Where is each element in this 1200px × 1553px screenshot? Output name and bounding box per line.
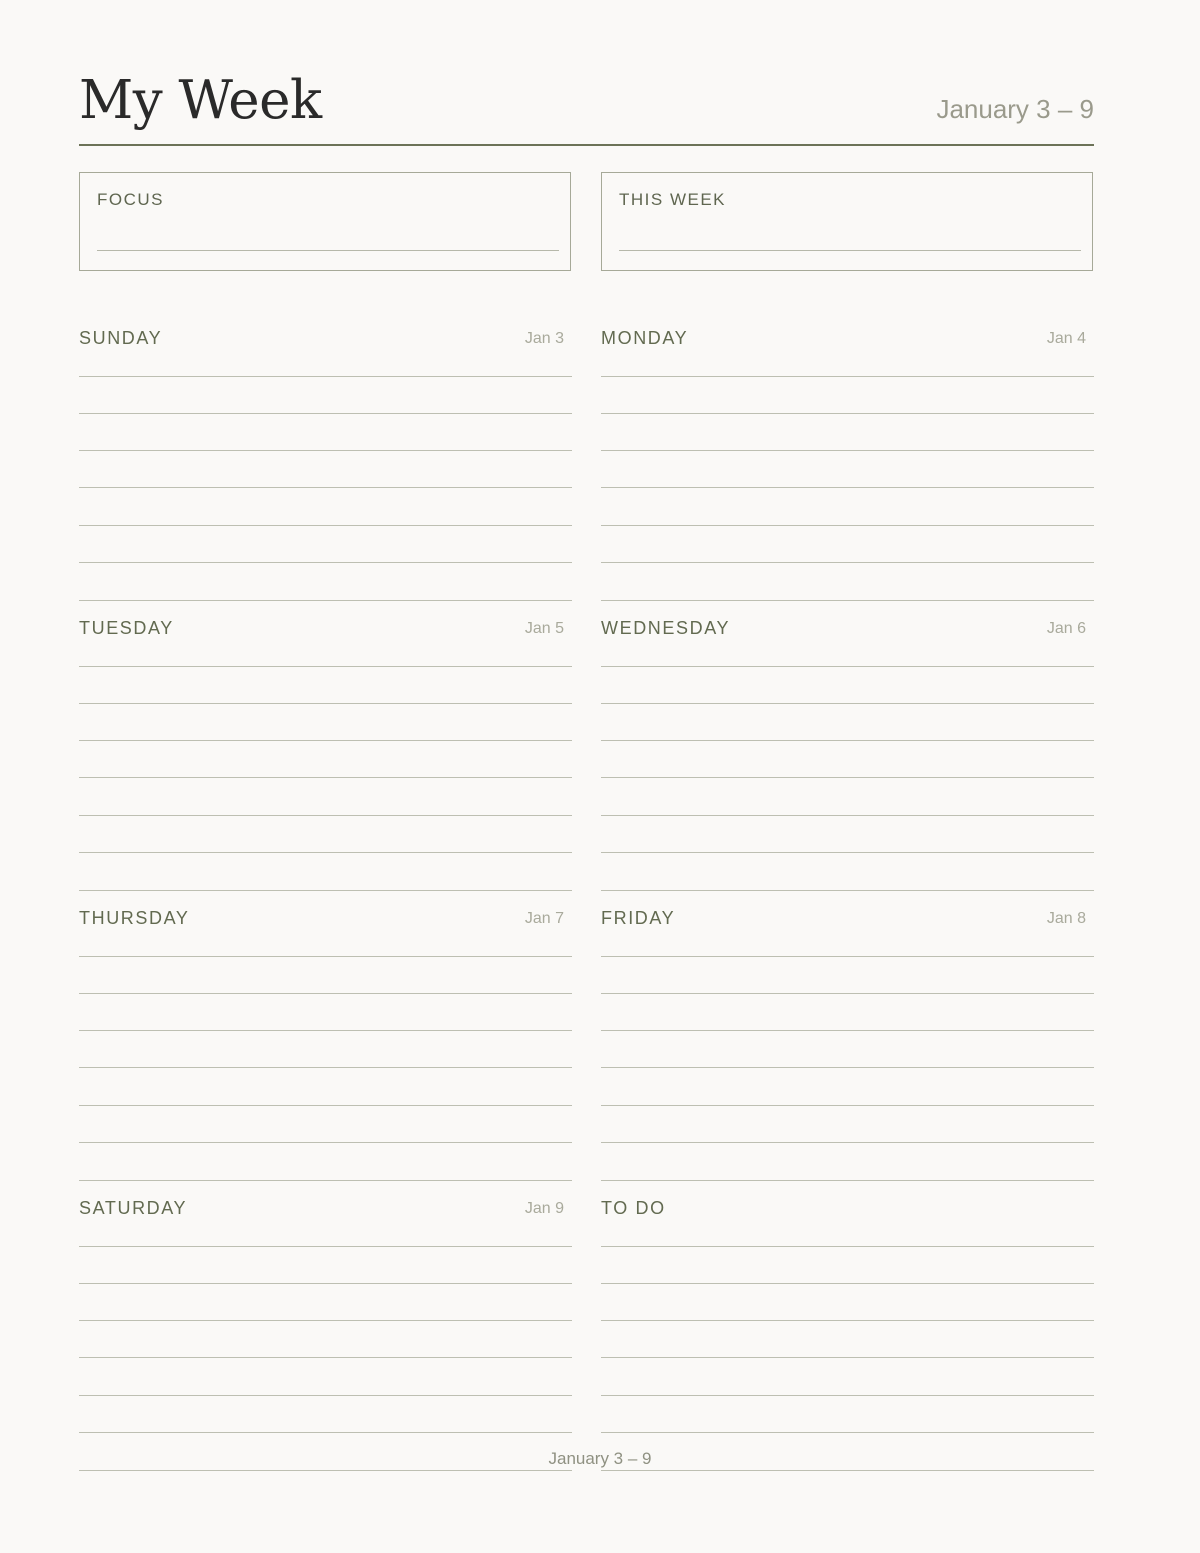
writing-line: [601, 376, 1094, 377]
day-name: SUNDAY: [79, 328, 163, 348]
writing-line: [79, 740, 572, 741]
day-date: Jan 6: [1046, 620, 1086, 637]
writing-line: [79, 1246, 572, 1247]
writing-line: [79, 1357, 572, 1358]
this-week-box[interactable]: [601, 172, 1093, 271]
writing-line: [601, 956, 1094, 957]
day-section-friday[interactable]: [601, 890, 1094, 1180]
writing-line: [601, 815, 1094, 816]
writing-line: [601, 666, 1094, 667]
writing-line: [79, 1030, 572, 1031]
day-name: SATURDAY: [79, 1198, 188, 1218]
day-section-saturday[interactable]: [79, 1180, 572, 1470]
writing-line: [601, 1105, 1094, 1106]
writing-line: [79, 1320, 572, 1321]
writing-line: [601, 525, 1094, 526]
footer-date-range: January 3 – 9: [548, 1449, 652, 1468]
writing-line: [601, 777, 1094, 778]
writing-line: [601, 993, 1094, 994]
writing-line: [601, 1246, 1094, 1247]
writing-line: [79, 993, 572, 994]
writing-line: [601, 413, 1094, 414]
writing-line: [79, 413, 572, 414]
writing-line: [79, 525, 572, 526]
writing-line: [79, 777, 572, 778]
focus-box[interactable]: [79, 172, 571, 271]
focus-line: [97, 250, 559, 251]
day-name: WEDNESDAY: [601, 618, 731, 638]
day-section-tuesday[interactable]: [79, 600, 572, 890]
day-section-sunday[interactable]: [79, 310, 572, 600]
day-date: Jan 4: [1046, 330, 1086, 347]
writing-line: [601, 1357, 1094, 1358]
writing-line: [601, 450, 1094, 451]
writing-line: [601, 562, 1094, 563]
day-date: Jan 5: [524, 620, 564, 637]
writing-line: [79, 1067, 572, 1068]
writing-line: [79, 1470, 572, 1471]
header-date-range: January 3 – 9: [936, 94, 1094, 124]
writing-line: [601, 1470, 1094, 1471]
writing-line: [79, 562, 572, 563]
day-section-thursday[interactable]: [79, 890, 572, 1180]
writing-line: [79, 1283, 572, 1284]
writing-line: [79, 666, 572, 667]
writing-line: [79, 1395, 572, 1396]
todo-section[interactable]: [601, 1180, 1094, 1470]
writing-line: [79, 450, 572, 451]
writing-line: [79, 1432, 572, 1433]
writing-line: [601, 740, 1094, 741]
day-name: MONDAY: [601, 328, 689, 348]
day-name: FRIDAY: [601, 908, 676, 928]
writing-line: [601, 1283, 1094, 1284]
writing-line: [79, 815, 572, 816]
this-week-label: THIS WEEK: [619, 190, 727, 209]
writing-line: [601, 852, 1094, 853]
writing-line: [79, 956, 572, 957]
header-divider: [79, 144, 1094, 146]
day-date: Jan 9: [524, 1200, 564, 1217]
day-section-monday[interactable]: [601, 310, 1094, 600]
writing-line: [79, 703, 572, 704]
day-section-wednesday[interactable]: [601, 600, 1094, 890]
day-date: Jan 7: [524, 910, 564, 927]
day-name: THURSDAY: [79, 908, 190, 928]
this-week-line: [619, 250, 1081, 251]
day-date: Jan 3: [524, 330, 564, 347]
writing-line: [79, 1105, 572, 1106]
writing-line: [601, 1432, 1094, 1433]
todo-label: TO DO: [601, 1198, 666, 1218]
writing-line: [601, 1142, 1094, 1143]
day-name: TUESDAY: [79, 618, 174, 638]
writing-line: [601, 1395, 1094, 1396]
writing-line: [601, 703, 1094, 704]
page-title: My Week: [79, 70, 322, 131]
writing-line: [79, 852, 572, 853]
writing-line: [601, 1067, 1094, 1068]
writing-line: [79, 1142, 572, 1143]
focus-label: FOCUS: [97, 190, 164, 209]
day-date: Jan 8: [1046, 910, 1086, 927]
writing-line: [79, 376, 572, 377]
writing-line: [601, 1030, 1094, 1031]
writing-line: [79, 487, 572, 488]
writing-line: [601, 1320, 1094, 1321]
writing-line: [601, 487, 1094, 488]
